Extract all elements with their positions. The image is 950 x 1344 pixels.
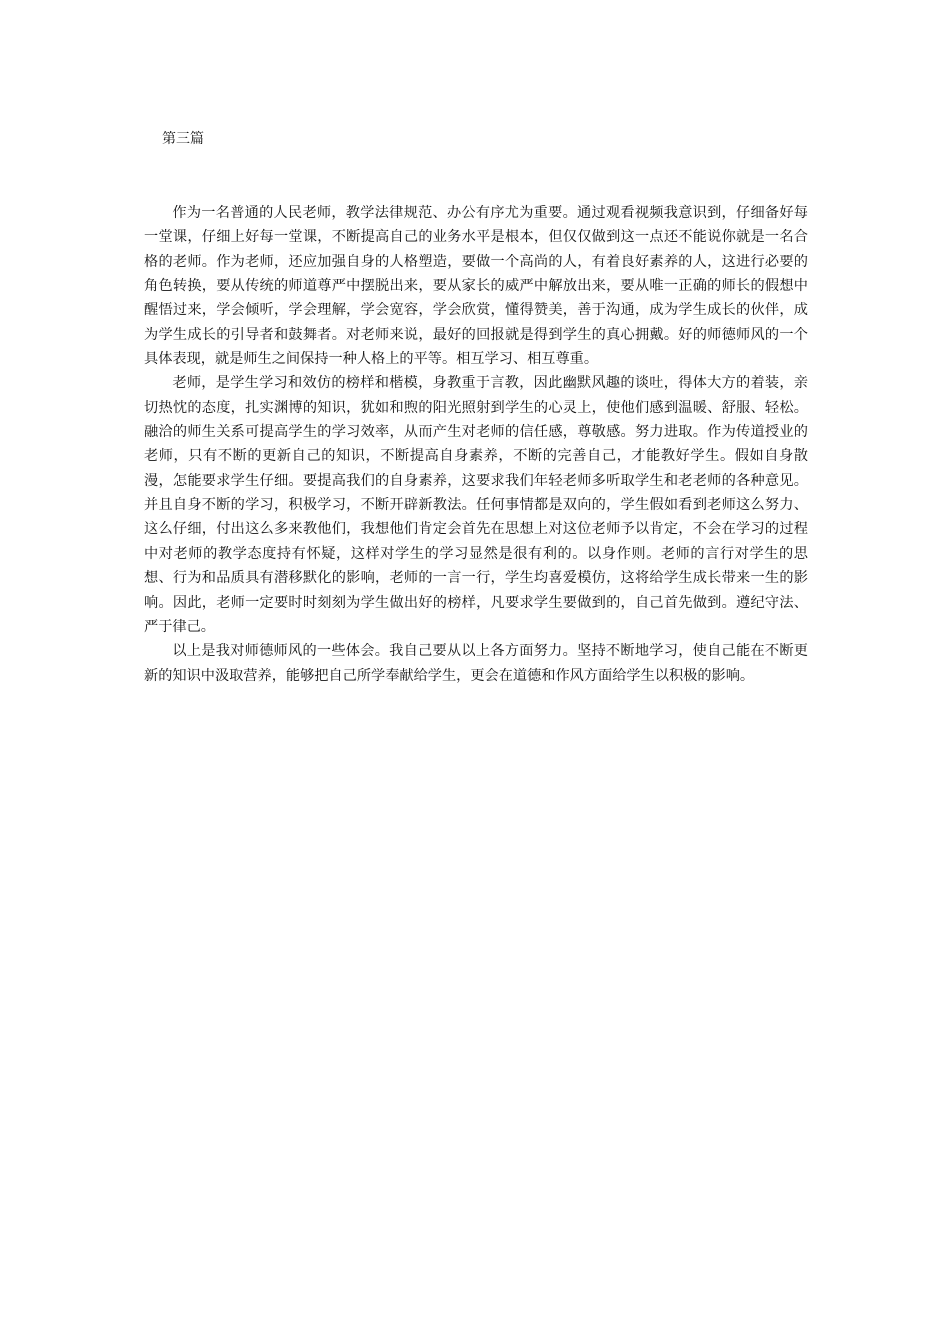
paragraph-1: 作为一名普通的人民老师，教学法律规范、办公有序尤为重要。通过观看视频我意识到，仔细备好每一堂课，仔细上好每一堂课，不断提高自己的业务水平是根本，但仅仅做到这一点还不能说你就是一名合格的老师。作为老师，还应加强自身的人格塑造，要做一个高尚的人，有着良好素养的人，这进行必要的角色转换，要从传统的师道尊严中摆脱出来，要从家长的威严中解放出来，要从唯一正确的师长的假想中醒悟过来，学会倾听，学会理解，学会宽容，学会欣赏，懂得赞美，善于沟通，成为学生成长的伙伴，成为学生成长的引导者和鼓舞者。对老师来说，最好的回报就是得到学生的真心拥戴。好的师德师风的一个具体表现，就是师生之间保持一种人格上的平等。相互学习、相互尊重。: [144, 205, 808, 368]
paragraph-2: 老师，是学生学习和效仿的榜样和楷模，身教重于言教，因此幽默风趣的谈吐，得体大方的着装，亲切热忱的态度，扎实渊博的知识，犹如和煦的阳光照射到学生的心灵上，使他们感到温暖、舒服、轻松。融洽的师生关系可提高学生的学习效率，从而产生对老师的信任感，尊敬感。努力进取。作为传道授业的老师，只有不断的更新自己的知识，不断提高自身素养，不断的完善自己，才能教好学生。假如自身散漫，怎能要求学生仔细。要提高我们的自身素养，这要求我们年轻老师多听取学生和老老师的各种意见。并且自身不断的学习，积极学习，不断开辟新教法。任何事情都是双向的，学生假如看到老师这么努力、这么仔细，付出这么多来教他们，我想他们肯定会首先在思想上对这位老师予以肯定，不会在学习的过程中对老师的教学态度持有怀疑，这样对学生的学习显然是很有利的。以身作则。老师的言行对学生的思想、行为和品质具有潜移默化的影响，老师的一言一行，学生均喜爱模仿，这将给学生成长带来一生的影响。因此，老师一定要时时刻刻为学生做出好的榜样，凡要求学生要做到的，自己首先做到。遵纪守法、严于律己。: [144, 375, 808, 635]
section-heading: 第三篇: [162, 131, 204, 147]
paragraph-3: 以上是我对师德师风的一些体会。我自己要从以上各方面努力。坚持不断地学习，使自己能在不断更新的知识中汲取营养，能够把自己所学奉献给学生，更会在道德和作风方面给学生以积极的影响。: [144, 643, 808, 684]
document-body: [144, 201, 808, 688]
